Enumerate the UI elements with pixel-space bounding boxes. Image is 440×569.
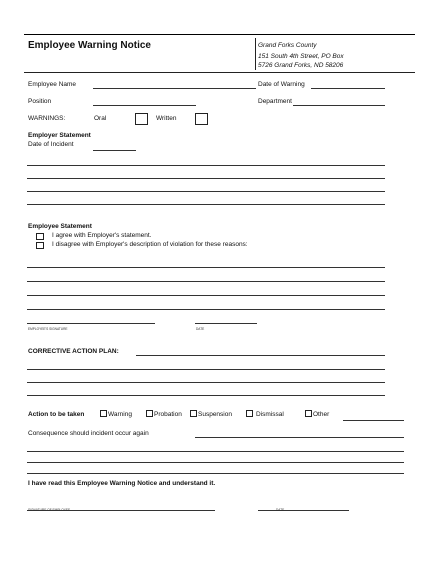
consequence-line-2[interactable] <box>27 451 404 452</box>
top-rule <box>24 34 415 35</box>
employee-signature-date-field[interactable] <box>195 323 257 324</box>
other-checkbox[interactable] <box>305 410 312 417</box>
consequence-label: Consequence should incident occur again <box>28 430 149 437</box>
probation-checkbox[interactable] <box>146 410 153 417</box>
employee-signature-field[interactable] <box>27 323 155 324</box>
address-line-1: Grand Forks County <box>258 42 317 49</box>
warning-option-label: Warning <box>108 411 132 418</box>
corrective-action-line-2[interactable] <box>27 369 385 370</box>
employee-name-label: Employee Name <box>28 81 77 88</box>
written-checkbox[interactable] <box>195 113 208 125</box>
address-line-3: 5726 Grand Forks, ND 58206 <box>258 62 344 69</box>
oral-label: Oral <box>94 115 107 122</box>
department-label: Department <box>258 98 292 105</box>
employee-statement-line-1[interactable] <box>27 267 385 268</box>
employee-statement-line-3[interactable] <box>27 295 385 296</box>
consequence-line-4[interactable] <box>27 473 404 474</box>
page-title: Employee Warning Notice <box>28 40 151 51</box>
position-label: Position <box>28 98 52 105</box>
dismissal-option-label: Dismissal <box>256 411 284 418</box>
date-of-warning-label: Date of Warning <box>258 81 305 88</box>
employer-statement-heading: Employer Statement <box>28 132 91 139</box>
acknowledgement-text: I have read this Employee Warning Notice and understand it. <box>28 480 216 487</box>
employer-statement-line-3[interactable] <box>27 191 385 192</box>
corrective-action-line-3[interactable] <box>27 382 385 383</box>
action-taken-label: Action to be taken <box>28 411 85 418</box>
employee-statement-heading: Employee Statement <box>28 223 92 230</box>
employer-statement-line-4[interactable] <box>27 204 385 205</box>
corrective-action-heading: CORRECTIVE ACTION PLAN: <box>28 348 119 355</box>
corrective-action-field-1[interactable] <box>136 355 385 356</box>
agree-label: I agree with Employer's statement. <box>52 232 152 239</box>
date-of-warning-field[interactable] <box>311 88 385 89</box>
address-divider <box>255 38 256 70</box>
date-of-incident-label: Date of Incident <box>28 141 74 148</box>
final-date-caption: DATE <box>276 508 285 512</box>
warning-checkbox[interactable] <box>100 410 107 417</box>
final-date-field[interactable] <box>258 510 349 511</box>
dismissal-checkbox[interactable] <box>246 410 253 417</box>
other-option-label: Other <box>313 411 330 418</box>
header-bottom-rule <box>24 72 415 73</box>
suspension-option-label: Suspension <box>198 411 232 418</box>
disagree-label: I disagree with Employer's description of violation for these reasons: <box>52 241 248 248</box>
suspension-checkbox[interactable] <box>190 410 197 417</box>
employee-statement-line-4[interactable] <box>27 309 385 310</box>
written-label: Written <box>156 115 177 122</box>
oral-checkbox[interactable] <box>135 113 148 125</box>
consequence-line-3[interactable] <box>27 462 404 463</box>
consequence-field-1[interactable] <box>195 437 404 438</box>
employee-signature-final-caption: SIGNATURE OF EMPLOYEE <box>28 508 71 512</box>
employee-statement-line-2[interactable] <box>27 281 385 282</box>
agree-checkbox[interactable] <box>36 233 44 240</box>
employee-signature-caption: EMPLOYEE'S SIGNATURE <box>28 327 68 331</box>
warnings-label: WARNINGS: <box>28 115 66 122</box>
employee-name-field[interactable] <box>93 88 256 89</box>
employer-statement-line-2[interactable] <box>27 178 385 179</box>
disagree-checkbox[interactable] <box>36 242 44 249</box>
address-line-2: 151 South 4th Street, PO Box <box>258 53 344 60</box>
date-of-incident-field[interactable] <box>93 150 136 151</box>
corrective-action-line-4[interactable] <box>27 395 385 396</box>
probation-option-label: Probation <box>154 411 182 418</box>
department-field[interactable] <box>293 105 385 106</box>
position-field[interactable] <box>93 105 196 106</box>
employee-signature-date-caption: DATE <box>196 327 205 331</box>
other-field[interactable] <box>343 420 404 421</box>
employer-statement-line-1[interactable] <box>27 165 385 166</box>
